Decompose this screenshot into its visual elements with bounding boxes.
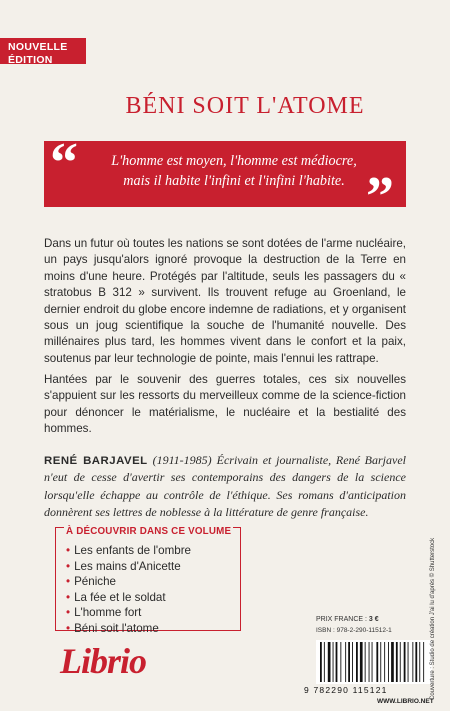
new-edition-badge [0, 38, 86, 64]
discover-heading: À DÉCOUVRIR DANS CE VOLUME [66, 526, 232, 537]
book-title [0, 93, 450, 120]
bullet-icon: • [66, 606, 71, 619]
bullet-icon: • [66, 621, 71, 635]
cover-credit: Couverture : Studio de création J'ai lu d'après © Shutterstock [430, 537, 436, 700]
list-item [66, 559, 191, 575]
story-title: Les enfants de l'ombre [74, 544, 191, 557]
barcode-number: 9 782290 115121 [304, 685, 388, 695]
isbn-text: ISBN : 978-2-290-11512-1 [316, 627, 392, 634]
list-item [66, 543, 191, 559]
list-item [66, 590, 191, 606]
author-years: (1911-1985) [152, 453, 212, 467]
quote-text [44, 151, 406, 191]
story-title: La fée et le soldat [74, 590, 166, 604]
librio-logo: Librio [60, 641, 147, 681]
bullet-icon: • [66, 590, 71, 604]
publisher-url: WWW.LIBRIO.NET [377, 698, 434, 705]
badge-line-1: NOUVELLE [8, 41, 68, 53]
quote-box [44, 132, 406, 228]
author-bio [44, 452, 406, 522]
price-label-text: PRIX FRANCE : [316, 616, 367, 623]
price-label [316, 616, 379, 623]
barcode-icon [316, 640, 432, 684]
story-title: Béni soit l'atome [74, 621, 159, 635]
list-item [66, 574, 191, 590]
bullet-icon: • [66, 559, 71, 573]
close-quote-mark: ” [366, 166, 394, 228]
story-title: Les mains d'Anicette [74, 559, 181, 573]
discover-box [55, 526, 241, 635]
book-title-text: BÉNI SOIT L'ATOME [125, 93, 365, 119]
synopsis-paragraph-2: Hantées par le souvenir des guerres totales, ces six nouvelles s'appuient sur les ressorts du merveilleux comme de la science-fiction pour dénoncer le matérialisme, le nucléaire et la bestialité des hommes. [44, 373, 406, 436]
list-item [66, 605, 191, 621]
price-value: 3 € [368, 616, 379, 623]
badge-line-2: ÉDITION [8, 53, 53, 66]
quote-line-2: mais il habite l'infini et l'infini l'habite. [123, 173, 345, 189]
author-bio-text: Écrivain et journaliste, René Barjavel n'eut de cesse d'avertir ses contemporains des dangers de la science lorsqu'elle échappe au contrôle de l'éthique. Ses romans d'anticipation donnèrent ses lettres de noblesse à la littérature de genre française. [44, 453, 406, 520]
story-title: L'homme fort [74, 606, 142, 619]
bullet-icon: • [66, 575, 71, 588]
bullet-icon: • [66, 544, 71, 557]
author-name: RENÉ BARJAVEL [44, 455, 148, 467]
open-quote-mark: “ [50, 132, 78, 194]
quote-line-1: L'homme est moyen, l'homme est médiocre, [111, 153, 357, 169]
story-list [66, 543, 191, 636]
list-item [66, 621, 191, 637]
story-title: Péniche [74, 575, 116, 588]
synopsis-paragraph-1: Dans un futur où toutes les nations se sont dotées de l'arme nucléaire, un pays jusqu'alors ignoré provoque la destruction de la Terre en moins d'une heure. Protégés par l'altitude, seuls les passagers du « stratobus B 312 » survivent. Ils trouvent refuge au Groenland, le dernier endroit du globe encore indemne de radiations, et y organisent sous un joug scientifique la souche de l'humanité nouvelle. Des millénaires plus tard, les hommes vivent dans le confort et la paix, soutenus par leur technologie de pointe, mais l'ennui les rattrape. [44, 237, 406, 365]
